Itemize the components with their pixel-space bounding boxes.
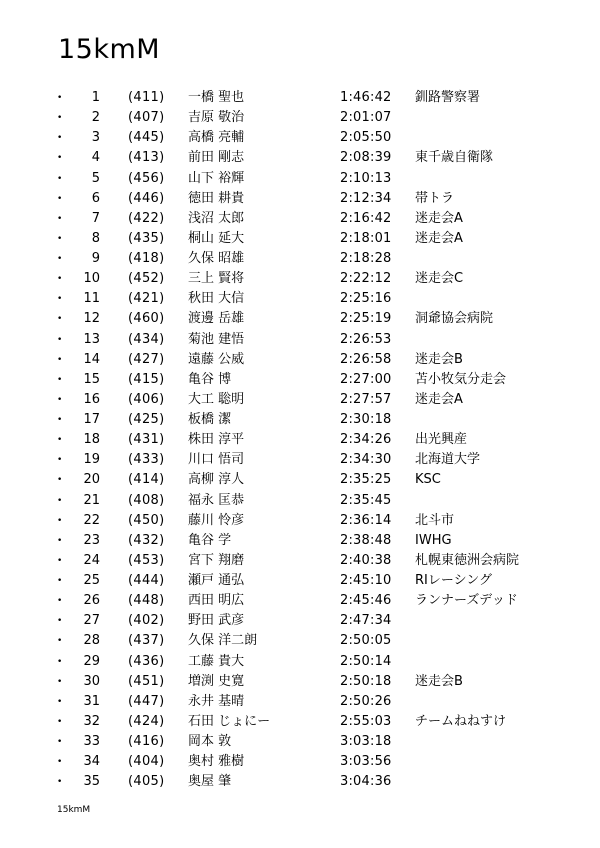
runner-name-cell: 菊池 建悟 [188, 331, 245, 347]
result-row [0, 269, 600, 289]
rank-cell: 29 [83, 653, 100, 669]
bullet-marker: • [57, 455, 63, 466]
result-row [0, 88, 600, 108]
rank-cell: 8 [91, 230, 100, 246]
bullet-marker: • [57, 535, 63, 546]
team-name-cell: IWHG [415, 532, 452, 548]
result-row [0, 430, 600, 450]
bib-number-cell: (445) [128, 130, 165, 146]
rank-cell: 33 [83, 734, 100, 749]
bullet-marker: • [57, 616, 63, 627]
bullet-marker: • [57, 696, 63, 707]
bib-number-cell: (448) [128, 593, 165, 609]
result-row [0, 511, 600, 531]
finish-time-cell: 2:38:48 [340, 532, 392, 548]
bib-number-cell: (427) [128, 351, 165, 367]
page-title: 15kmM [58, 34, 161, 65]
bib-number-cell: (447) [128, 693, 165, 709]
finish-time-cell: 2:36:14 [340, 512, 392, 528]
finish-time-cell: 2:27:57 [340, 391, 392, 407]
bullet-marker: • [57, 153, 63, 164]
team-name-cell: 帯トラ [415, 190, 455, 206]
finish-time-cell: 2:12:34 [340, 190, 392, 206]
bib-number-cell: (434) [128, 331, 165, 347]
team-name-cell: 苫小牧気分走会 [415, 371, 507, 387]
bib-number-cell: (453) [128, 552, 165, 568]
finish-time-cell: 2:26:53 [340, 331, 392, 347]
runner-name-cell: 久保 昭雄 [188, 251, 245, 266]
page-footer: 15kmM [57, 805, 91, 815]
result-row [0, 591, 600, 611]
bib-number-cell: (425) [128, 412, 165, 427]
team-name-cell: RIレーシング [415, 573, 493, 588]
bullet-marker: • [57, 777, 63, 788]
result-row [0, 209, 600, 229]
result-row [0, 390, 600, 410]
runner-name-cell: 増渕 史寛 [188, 673, 245, 689]
result-row [0, 571, 600, 591]
rank-cell: 24 [83, 552, 100, 568]
bullet-marker: • [57, 354, 63, 365]
bullet-marker: • [57, 435, 63, 446]
runner-name-cell: 渡邊 岳雄 [188, 311, 245, 327]
result-row [0, 531, 600, 551]
bullet-marker: • [57, 254, 63, 264]
bib-number-cell: (432) [128, 532, 165, 548]
runner-name-cell: 奥屋 肇 [188, 774, 232, 790]
rank-cell: 1 [91, 90, 100, 105]
bib-number-cell: (422) [128, 210, 165, 226]
team-name-cell: 迷走会C [415, 271, 464, 287]
runner-name-cell: 三上 賢将 [188, 271, 245, 287]
finish-time-cell: 2:50:26 [340, 693, 392, 709]
bullet-marker: • [57, 113, 63, 124]
bib-number-cell: (414) [128, 472, 165, 488]
bullet-marker: • [57, 576, 63, 586]
rank-cell: 28 [83, 633, 100, 649]
finish-time-cell: 2:50:05 [340, 633, 392, 649]
finish-time-cell: 2:16:42 [340, 210, 392, 226]
team-name-cell: 迷走会B [415, 673, 463, 689]
bib-number-cell: (424) [128, 713, 165, 729]
bib-number-cell: (450) [128, 512, 165, 528]
result-row [0, 712, 600, 732]
bib-number-cell: (415) [128, 371, 165, 387]
runner-name-cell: 遠藤 公威 [188, 351, 245, 367]
runner-name-cell: 桐山 延大 [188, 230, 245, 246]
runner-name-cell: 石田 じょにー [188, 713, 271, 729]
finish-time-cell: 2:05:50 [340, 130, 392, 146]
rank-cell: 20 [83, 472, 100, 488]
bib-number-cell: (451) [128, 673, 165, 689]
bullet-marker: • [57, 274, 63, 285]
bullet-marker: • [57, 737, 63, 747]
runner-name-cell: 工藤 貴大 [188, 653, 245, 669]
bullet-marker: • [57, 555, 63, 566]
runner-name-cell: 山下 裕輝 [188, 170, 245, 186]
rank-cell: 34 [83, 754, 100, 770]
finish-time-cell: 2:40:38 [340, 552, 392, 568]
finish-time-cell: 2:35:25 [340, 472, 392, 488]
runner-name-cell: 川口 悟司 [188, 452, 245, 468]
bullet-marker: • [57, 475, 63, 486]
result-row [0, 551, 600, 571]
bullet-marker: • [57, 193, 63, 204]
rank-cell: 35 [83, 774, 100, 790]
rank-cell: 19 [83, 452, 100, 468]
team-name-cell: 札幌東徳洲会病院 [415, 552, 520, 568]
bullet-marker: • [57, 133, 63, 144]
rank-cell: 2 [91, 110, 100, 126]
team-name-cell: 東千歳自衛隊 [415, 150, 494, 166]
bullet-marker: • [57, 233, 63, 244]
bib-number-cell: (435) [128, 230, 165, 246]
rank-cell: 27 [83, 613, 100, 629]
runner-name-cell: 藤川 怜彦 [188, 512, 245, 528]
rank-cell: 7 [91, 210, 100, 226]
result-row [0, 309, 600, 329]
bib-number-cell: (452) [128, 271, 165, 287]
bullet-marker: • [57, 495, 63, 506]
runner-name-cell: 西田 明広 [188, 593, 245, 609]
rank-cell: 12 [83, 311, 100, 327]
finish-time-cell: 2:18:01 [340, 230, 392, 246]
finish-time-cell: 2:47:34 [340, 613, 392, 629]
bib-number-cell: (437) [128, 633, 165, 649]
finish-time-cell: 3:03:56 [340, 754, 392, 770]
team-name-cell: 迷走会B [415, 351, 463, 367]
finish-time-cell: 2:27:00 [340, 371, 392, 387]
rank-cell: 4 [91, 150, 100, 166]
finish-time-cell: 2:30:18 [340, 412, 392, 427]
runner-name-cell: 吉原 敬治 [188, 110, 245, 126]
runner-name-cell: 福永 匡恭 [188, 492, 245, 508]
rank-cell: 22 [83, 512, 100, 528]
result-row [0, 350, 600, 370]
bib-number-cell: (405) [128, 774, 165, 790]
result-row [0, 611, 600, 631]
bullet-marker: • [57, 314, 63, 325]
result-row [0, 692, 600, 712]
team-name-cell: 釧路警察署 [415, 90, 481, 105]
team-name-cell: 洞爺協会病院 [415, 311, 494, 327]
bullet-marker: • [57, 415, 63, 425]
result-row [0, 249, 600, 269]
bib-number-cell: (418) [128, 251, 165, 266]
rank-cell: 13 [83, 331, 100, 347]
bullet-marker: • [57, 515, 63, 526]
bib-number-cell: (436) [128, 653, 165, 669]
team-name-cell: 北海道大学 [415, 452, 481, 468]
rank-cell: 6 [91, 190, 100, 206]
result-row [0, 450, 600, 470]
finish-time-cell: 2:34:26 [340, 432, 392, 448]
bib-number-cell: (416) [128, 734, 165, 749]
rank-cell: 14 [83, 351, 100, 367]
result-row [0, 169, 600, 189]
team-name-cell: KSC [415, 472, 441, 488]
result-row [0, 652, 600, 672]
bullet-marker: • [57, 656, 63, 667]
bib-number-cell: (444) [128, 573, 165, 588]
rank-cell: 26 [83, 593, 100, 609]
bullet-marker: • [57, 636, 63, 647]
bib-number-cell: (406) [128, 391, 165, 407]
finish-time-cell: 2:50:14 [340, 653, 392, 669]
finish-time-cell: 2:35:45 [340, 492, 392, 508]
finish-time-cell: 2:01:07 [340, 110, 392, 126]
result-row [0, 772, 600, 792]
runner-name-cell: 板橋 潔 [188, 412, 232, 427]
bib-number-cell: (404) [128, 754, 165, 770]
finish-time-cell: 2:55:03 [340, 713, 392, 729]
result-row [0, 229, 600, 249]
runner-name-cell: 高柳 淳人 [188, 472, 245, 488]
runner-name-cell: 宮下 翔磨 [188, 552, 245, 568]
bib-number-cell: (433) [128, 452, 165, 468]
rank-cell: 17 [83, 412, 100, 427]
runner-name-cell: 高橋 亮輔 [188, 130, 245, 146]
finish-time-cell: 2:18:28 [340, 251, 392, 266]
bullet-marker: • [57, 676, 63, 687]
runner-name-cell: 秋田 大信 [188, 291, 245, 307]
team-name-cell: 迷走会A [415, 391, 463, 407]
result-row [0, 108, 600, 128]
bullet-marker: • [57, 93, 63, 103]
runner-name-cell: 一橋 聖也 [188, 90, 245, 105]
runner-name-cell: 亀谷 博 [188, 371, 232, 387]
rank-cell: 25 [83, 573, 100, 588]
runner-name-cell: 亀谷 学 [188, 532, 232, 548]
runner-name-cell: 岡本 敦 [188, 734, 232, 749]
bib-number-cell: (460) [128, 311, 165, 327]
finish-time-cell: 2:45:10 [340, 573, 392, 588]
bullet-marker: • [57, 394, 63, 405]
runner-name-cell: 瀬戸 通弘 [188, 573, 245, 588]
rank-cell: 15 [83, 371, 100, 387]
finish-time-cell: 2:26:58 [340, 351, 392, 367]
bullet-marker: • [57, 173, 63, 184]
result-row [0, 470, 600, 490]
rank-cell: 16 [83, 391, 100, 407]
rank-cell: 31 [83, 693, 100, 709]
rank-cell: 21 [83, 492, 100, 508]
rank-cell: 5 [91, 170, 100, 186]
runner-name-cell: 久保 洋二朗 [188, 633, 258, 649]
team-name-cell: 出光興産 [415, 432, 468, 448]
runner-name-cell: 株田 淳平 [188, 432, 245, 448]
result-row [0, 752, 600, 772]
team-name-cell: 北斗市 [415, 512, 455, 528]
bib-number-cell: (421) [128, 291, 165, 307]
finish-time-cell: 2:34:30 [340, 452, 392, 468]
bib-number-cell: (407) [128, 110, 165, 126]
result-row [0, 410, 600, 430]
result-row [0, 289, 600, 309]
result-row [0, 370, 600, 390]
result-row [0, 732, 600, 752]
finish-time-cell: 2:45:46 [340, 593, 392, 609]
team-name-cell: チームねねすけ [415, 713, 507, 729]
finish-time-cell: 2:08:39 [340, 150, 392, 166]
bib-number-cell: (446) [128, 190, 165, 206]
rank-cell: 10 [83, 271, 100, 287]
finish-time-cell: 2:10:13 [340, 170, 392, 186]
finish-time-cell: 1:46:42 [340, 90, 392, 105]
runner-name-cell: 奥村 雅樹 [188, 754, 245, 770]
runner-name-cell: 野田 武彦 [188, 613, 245, 629]
finish-time-cell: 2:25:19 [340, 311, 392, 327]
bullet-marker: • [57, 716, 63, 727]
rank-cell: 3 [91, 130, 100, 146]
bullet-marker: • [57, 757, 63, 768]
team-name-cell: ランナーズデッド [415, 593, 518, 609]
finish-time-cell: 3:04:36 [340, 774, 392, 790]
bib-number-cell: (411) [128, 90, 165, 105]
result-row [0, 128, 600, 148]
bib-number-cell: (456) [128, 170, 165, 186]
bullet-marker: • [57, 213, 63, 224]
bib-number-cell: (413) [128, 150, 165, 166]
bullet-marker: • [57, 334, 63, 345]
rank-cell: 32 [83, 713, 100, 729]
bib-number-cell: (431) [128, 432, 165, 448]
bib-number-cell: (402) [128, 613, 165, 629]
bib-number-cell: (408) [128, 492, 165, 508]
result-row [0, 330, 600, 350]
finish-time-cell: 2:22:12 [340, 271, 392, 287]
bullet-marker: • [57, 294, 63, 305]
rank-cell: 9 [91, 251, 100, 266]
rank-cell: 18 [83, 432, 100, 448]
result-row [0, 189, 600, 209]
result-row [0, 631, 600, 651]
results-list [0, 88, 600, 792]
result-row [0, 672, 600, 692]
runner-name-cell: 徳田 耕貴 [188, 190, 245, 206]
bullet-marker: • [57, 596, 63, 607]
rank-cell: 30 [83, 673, 100, 689]
finish-time-cell: 2:50:18 [340, 673, 392, 689]
runner-name-cell: 前田 剛志 [188, 150, 245, 166]
bullet-marker: • [57, 374, 63, 385]
finish-time-cell: 3:03:18 [340, 734, 392, 749]
runner-name-cell: 永井 基晴 [188, 693, 245, 709]
result-row [0, 491, 600, 511]
finish-time-cell: 2:25:16 [340, 291, 392, 307]
runner-name-cell: 大工 聡明 [188, 391, 245, 407]
team-name-cell: 迷走会A [415, 230, 463, 246]
rank-cell: 23 [83, 532, 100, 548]
rank-cell: 11 [83, 291, 100, 307]
result-row [0, 148, 600, 168]
runner-name-cell: 浅沼 太郎 [188, 210, 245, 226]
team-name-cell: 迷走会A [415, 210, 463, 226]
